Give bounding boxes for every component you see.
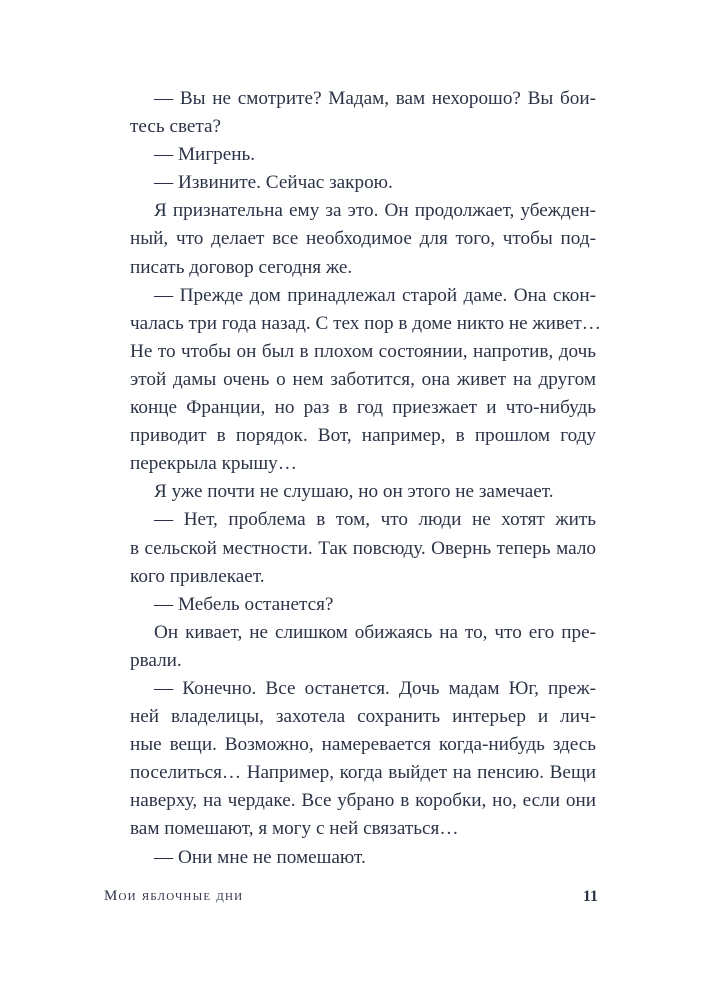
text-line: Я уже почти не слушаю, но он этого не замечает. xyxy=(154,481,554,503)
text-line: Он кивает, не слишком обижаясь на то, что его пре- xyxy=(154,621,596,643)
paragraph xyxy=(130,675,596,844)
text-line: тесь света? xyxy=(130,116,222,138)
text-line: ный, что делает все необходимое для того, чтобы под- xyxy=(130,228,596,250)
text-line: писать договор сегодня же. xyxy=(130,256,353,278)
paragraph xyxy=(130,141,596,169)
text-line: конце Франции, но раз в год приезжает и что-нибудь xyxy=(130,397,596,419)
paragraph xyxy=(130,591,596,619)
text-line: этой дамы очень о нем заботится, она живет на другом xyxy=(130,368,596,390)
text-line: чалась три года назад. С тех пор в доме никто не живет… xyxy=(130,312,601,334)
text-line: Я признательна ему за это. Он продолжает, убежден- xyxy=(154,200,596,222)
text-line: рвали. xyxy=(130,649,182,671)
page-footer xyxy=(104,888,598,912)
text-line: — Конечно. Все останется. Дочь мадам Юг, преж- xyxy=(154,677,596,699)
text-line: — Вы не смотрите? Мадам, вам нехорошо? Вы бои- xyxy=(154,88,596,109)
body-text xyxy=(130,85,601,872)
text-line: — Мебель останется? xyxy=(154,593,334,615)
paragraph xyxy=(130,844,596,872)
running-title: Мои яблочные дни xyxy=(104,888,244,904)
text-line: — Прежде дом принадлежал старой даме. Она скон- xyxy=(154,284,596,306)
text-line: наверху, на чердаке. Все убрано в коробки, но, если они xyxy=(130,790,596,812)
paragraph xyxy=(130,506,596,590)
text-line: — Мигрень. xyxy=(154,144,256,166)
paragraph xyxy=(130,169,596,197)
text-line: приводит в порядок. Вот, например, в прошлом году xyxy=(130,425,596,447)
paragraph xyxy=(130,478,596,506)
text-line: Не то чтобы он был в плохом состоянии, напротив, дочь xyxy=(130,340,596,362)
text-line: — Они мне не помешают. xyxy=(154,846,366,868)
text-line: ней владелицы, захотела сохранить интерьер и лич- xyxy=(130,706,596,728)
text-line: вам помешают, я могу с ней связаться… xyxy=(130,818,459,840)
paragraph xyxy=(130,282,601,479)
text-line: ные вещи. Возможно, намеревается когда-нибудь здесь xyxy=(130,734,596,756)
paragraph xyxy=(130,85,596,141)
text-line: в сельской местности. Так повсюду. Овернь теперь мало xyxy=(130,537,596,559)
text-line: поселиться… Например, когда выйдет на пенсию. Вещи xyxy=(130,762,596,784)
paragraph xyxy=(130,197,596,281)
text-line: перекрыла крышу… xyxy=(130,453,297,475)
text-line: кого привлекает. xyxy=(130,565,265,587)
page-number: 11 xyxy=(582,888,598,905)
paragraph xyxy=(130,619,596,675)
text-line: — Извините. Сейчас закрою. xyxy=(154,172,393,194)
text-line: — Нет, проблема в том, что люди не хотят жить xyxy=(154,509,596,531)
